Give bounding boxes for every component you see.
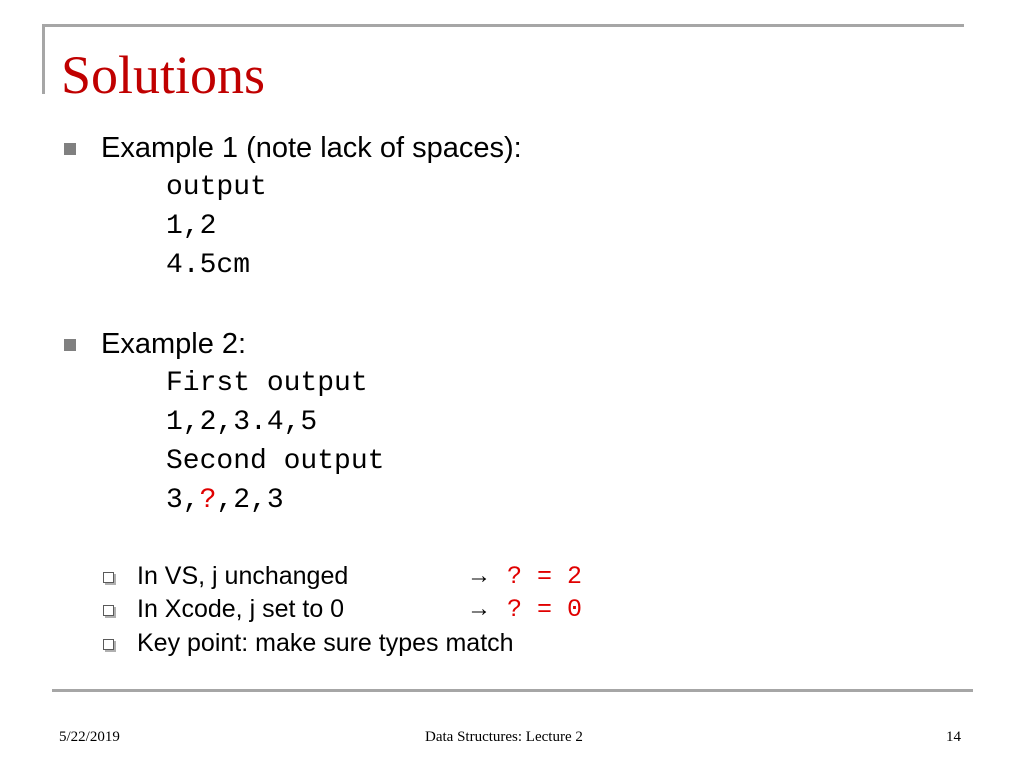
note-text: Key point: make sure types match	[137, 629, 514, 657]
last-line-suffix: ,2,3	[216, 485, 284, 516]
example1-label: Example 1 (note lack of spaces):	[101, 132, 522, 164]
note-text: In VS, j unchanged	[137, 562, 349, 590]
example2-last-line	[166, 481, 284, 520]
example2-label: Example 2:	[101, 328, 247, 360]
frame-top-line	[42, 24, 964, 27]
note-result: ? = 2	[507, 562, 583, 591]
slide-title: Solutions	[61, 45, 266, 105]
footer-date: 5/22/2019	[59, 729, 120, 745]
footer-course: Data Structures: Lecture 2	[425, 729, 583, 745]
arrow-right-icon: →	[467, 595, 491, 622]
example2-line: 1,2,3.4,5	[166, 407, 318, 438]
example1-line: 4.5cm	[166, 250, 251, 281]
checkbox-bullet-icon	[103, 639, 114, 650]
note-text: In Xcode, j set to 0	[137, 595, 345, 623]
example2-line: First output	[166, 368, 368, 399]
bullet-square-icon	[64, 339, 76, 351]
checkbox-bullet-icon	[103, 605, 114, 616]
last-line-prefix: 3,	[166, 485, 200, 516]
footer-divider	[52, 689, 973, 692]
note-result: ? = 0	[507, 595, 583, 624]
checkbox-bullet-icon	[103, 572, 114, 583]
slide-number: 14	[946, 729, 961, 745]
frame-left-line	[42, 24, 45, 94]
example1-line: output	[166, 172, 267, 203]
example1-line: 1,2	[166, 211, 217, 242]
unknown-value-mark: ?	[199, 485, 217, 516]
arrow-right-icon: →	[467, 562, 491, 589]
example2-line: Second output	[166, 446, 385, 477]
bullet-square-icon	[64, 143, 76, 155]
